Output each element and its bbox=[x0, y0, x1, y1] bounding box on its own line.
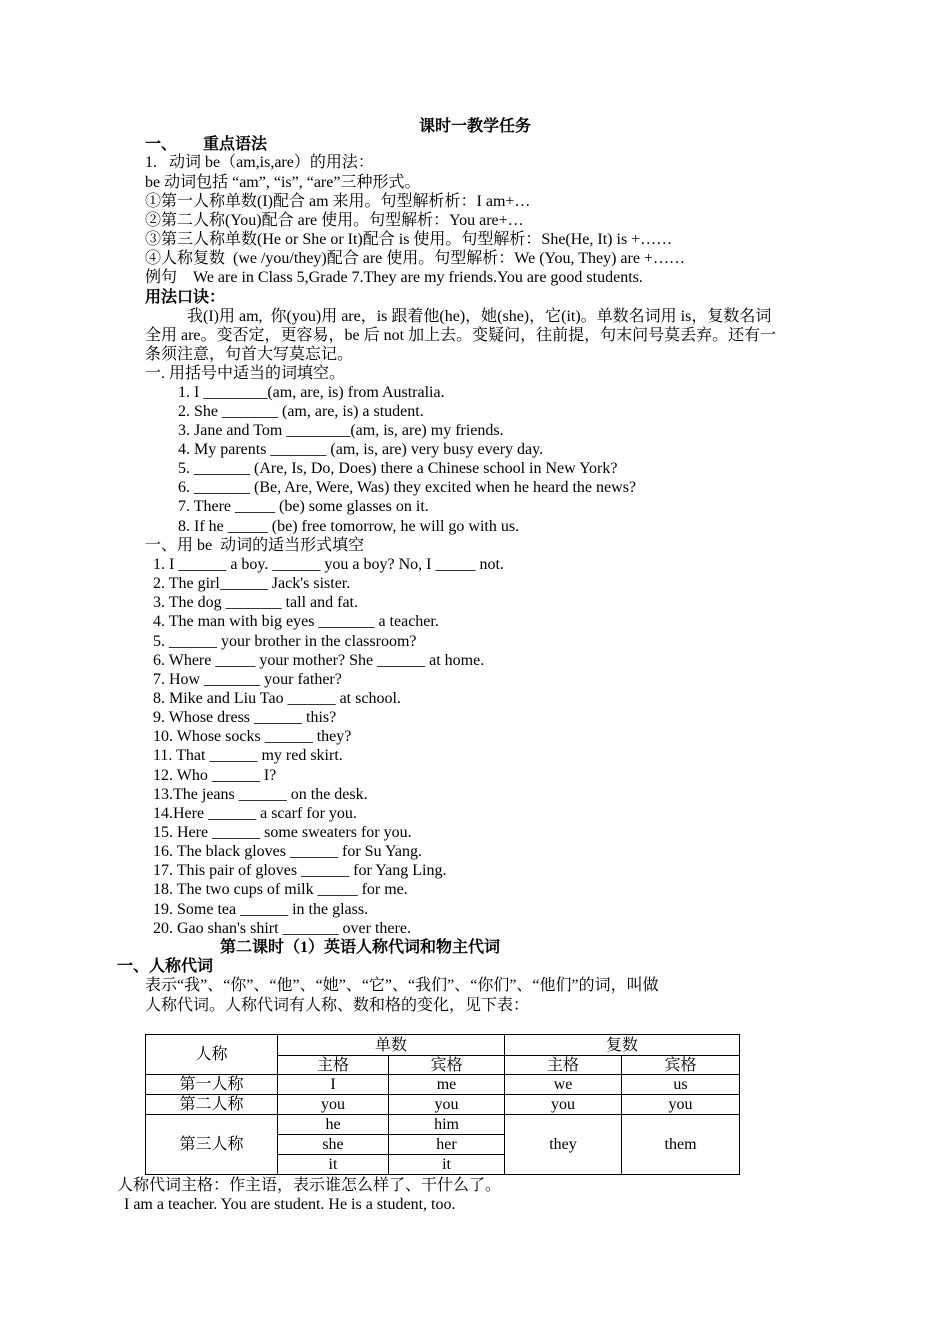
exercise-item: 19. Some tea ______ in the glass. bbox=[153, 901, 369, 918]
exercise-item: 12. Who ______ I? bbox=[153, 767, 277, 784]
intro-line: 表示“我”、“你”、“他”、“她”、“它”、“我们”、“你们”、“他们”的词，叫做 bbox=[145, 977, 659, 994]
exercise-item: 15. Here ______ some sweaters for you. bbox=[153, 824, 412, 841]
header-person: 人称 bbox=[146, 1035, 278, 1075]
table-cell: I bbox=[278, 1075, 389, 1095]
example-sentence-line: 例句 We are in Class 5,Grade 7.They are my friends.You are good students. bbox=[145, 269, 643, 286]
table-cell: her bbox=[389, 1135, 505, 1155]
mnemonic-line: 条须注意，句首大写莫忘记。 bbox=[145, 346, 354, 363]
table-cell: me bbox=[389, 1075, 505, 1095]
exercise-instruction: 一. 用括号中适当的词填空。 bbox=[145, 365, 346, 382]
table-cell: she bbox=[278, 1135, 389, 1155]
rule-line: ②第二人称(You)配合 are 使用。句型解析：You are+… bbox=[145, 212, 524, 229]
exercise-item: 7. How _______ your father? bbox=[153, 671, 342, 688]
table-cell: it bbox=[389, 1155, 505, 1175]
table-cell: it bbox=[278, 1155, 389, 1175]
exercise-instruction: 一、用 be 动词的适当形式填空 bbox=[145, 537, 365, 554]
header-object-case: 宾格 bbox=[622, 1056, 740, 1075]
exercise-item: 4. My parents _______ (am, is, are) very busy every day. bbox=[178, 441, 544, 458]
table-cell: us bbox=[622, 1075, 740, 1095]
mnemonic-line: 全用 are。变否定，更容易，be 后 not 加上去。变疑问，往前提，句末问号莫丢弃。还有一 bbox=[145, 327, 777, 344]
header-subject-case: 主格 bbox=[505, 1056, 622, 1075]
intro-line: 人称代词。人称代词有人称、数和格的变化，见下表： bbox=[145, 997, 530, 1014]
exercise-item: 11. That ______ my red skirt. bbox=[153, 747, 343, 764]
mnemonic-title: 用法口诀： bbox=[145, 289, 226, 306]
exercise-item: 3. Jane and Tom ________(am, is, are) my friends. bbox=[178, 422, 504, 439]
table-cell: you bbox=[278, 1095, 389, 1115]
lesson-title: 第二课时（1）英语人称代词和物主代词 bbox=[220, 939, 501, 956]
section-number: 一、 bbox=[145, 136, 178, 153]
exercise-item: 6. Where _____ your mother? She ______ at home. bbox=[153, 652, 485, 669]
table-cell: you bbox=[389, 1095, 505, 1115]
exercise-item: 6. _______ (Be, Are, Were, Was) they excited when he heard the news? bbox=[178, 479, 637, 496]
exercise-item: 5. _______ (Are, Is, Do, Does) there a Chinese school in New York? bbox=[178, 460, 618, 477]
table-row bbox=[146, 1075, 740, 1095]
exercise-item: 20. Gao shan's shirt _______ over there. bbox=[153, 920, 411, 937]
header-object-case: 宾格 bbox=[389, 1056, 505, 1075]
exercise-item: 9. Whose dress ______ this? bbox=[153, 709, 337, 726]
table-cell: he bbox=[278, 1115, 389, 1135]
exercise-item: 2. She _______ (am, are, is) a student. bbox=[178, 403, 424, 420]
header-plural: 复数 bbox=[505, 1035, 740, 1056]
table-cell: you bbox=[505, 1095, 622, 1115]
exercise-item: 14.Here ______ a scarf for you. bbox=[153, 805, 357, 822]
person-label: 第三人称 bbox=[146, 1115, 278, 1175]
page-title: 课时一教学任务 bbox=[418, 118, 531, 135]
table-cell: we bbox=[505, 1075, 622, 1095]
table-cell: him bbox=[389, 1115, 505, 1135]
exercise-item: 1. I ______ a boy. ______ you a boy? No, I _____ not. bbox=[153, 556, 504, 573]
note-line: 人称代词主格：作主语，表示谁怎么样了、干什么了。 bbox=[117, 1177, 502, 1194]
header-singular: 单数 bbox=[278, 1035, 505, 1056]
section-subheading: 1. 动词 be（am,is,are）的用法： bbox=[145, 154, 374, 171]
exercise-item: 7. There _____ (be) some glasses on it. bbox=[178, 498, 429, 515]
table-cell: they bbox=[505, 1115, 622, 1175]
exercise-item: 2. The girl______ Jack's sister. bbox=[153, 575, 351, 592]
person-label: 第一人称 bbox=[146, 1075, 278, 1095]
section-heading: 一、人称代词 bbox=[117, 958, 214, 975]
exercise-item: 1. I ________(am, are, is) from Australia. bbox=[178, 384, 445, 401]
table-cell: them bbox=[622, 1115, 740, 1175]
exercise-item: 16. The black gloves ______ for Su Yang. bbox=[153, 843, 423, 860]
rule-line: ①第一人称单数(I)配合 am 来用。句型解析析：I am+… bbox=[145, 193, 531, 210]
table-row bbox=[146, 1095, 740, 1115]
person-label: 第二人称 bbox=[146, 1095, 278, 1115]
section-heading: 重点语法 bbox=[203, 136, 268, 153]
personal-pronoun-table bbox=[145, 1034, 740, 1175]
rule-line: ③第三人称单数(He or She or It)配合 is 使用。句型解析：She(He, It) is +…… bbox=[145, 231, 673, 248]
exercise-item: 18. The two cups of milk _____ for me. bbox=[153, 881, 408, 898]
exercise-item: 3. The dog _______ tall and fat. bbox=[153, 594, 358, 611]
exercise-item: 8. Mike and Liu Tao ______ at school. bbox=[153, 690, 401, 707]
exercise-item: 5. ______ your brother in the classroom? bbox=[153, 633, 417, 650]
exercise-item: 13.The jeans ______ on the desk. bbox=[153, 786, 368, 803]
example-sentence-line: I am a teacher. You are student. He is a student, too. bbox=[124, 1196, 456, 1213]
exercise-item: 8. If he _____ (be) free tomorrow, he will go with us. bbox=[178, 518, 520, 535]
header-subject-case: 主格 bbox=[278, 1056, 389, 1075]
table-row bbox=[146, 1115, 740, 1135]
table-header-row bbox=[146, 1035, 740, 1056]
exercise-item: 17. This pair of gloves ______ for Yang Ling. bbox=[153, 862, 447, 879]
mnemonic-line: 我(I)用 am, 你(you)用 are，is 跟着他(he)，她(she)，它(it)。单数名词用 is，复数名词 bbox=[187, 308, 772, 325]
rule-line: be 动词包括 “am”, “is”, “are”三种形式。 bbox=[145, 174, 421, 191]
table-cell: you bbox=[622, 1095, 740, 1115]
exercise-item: 4. The man with big eyes _______ a teacher. bbox=[153, 613, 439, 630]
rule-line: ④人称复数 (we /you/they)配合 are 使用。句型解析：We (You, They) are +…… bbox=[145, 250, 685, 267]
exercise-item: 10. Whose socks ______ they? bbox=[153, 728, 352, 745]
